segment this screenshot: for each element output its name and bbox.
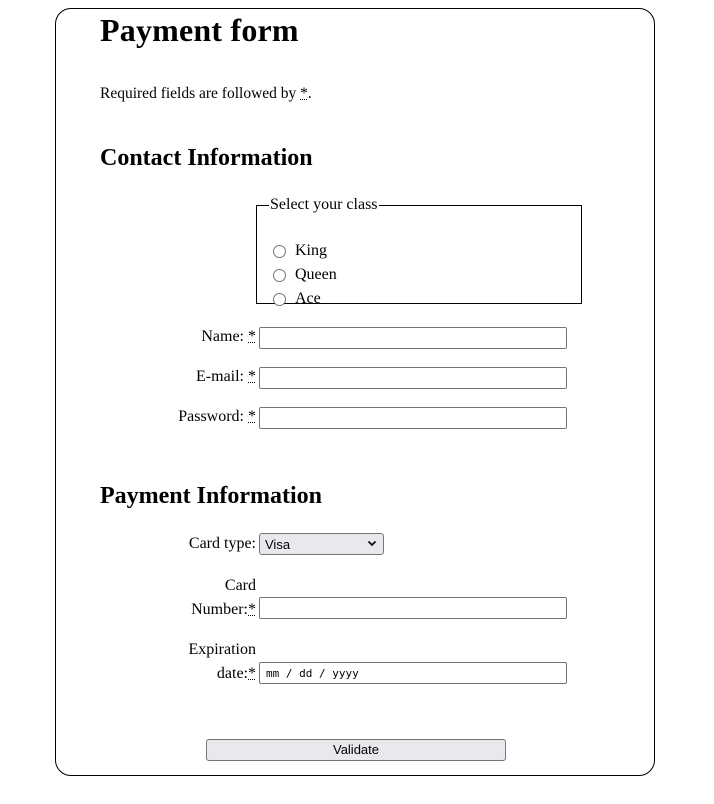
radio-circle-icon[interactable] bbox=[273, 245, 286, 258]
required-marker: * bbox=[300, 85, 308, 102]
required-marker: * bbox=[248, 408, 256, 425]
required-marker: * bbox=[248, 368, 256, 385]
class-legend: Select your class bbox=[270, 196, 378, 213]
radio-circle-icon[interactable] bbox=[273, 293, 286, 306]
card-number-label: Card Number:* bbox=[191, 577, 256, 618]
radio-ace[interactable]: Ace bbox=[273, 290, 321, 308]
password-input[interactable] bbox=[259, 407, 567, 429]
radio-king[interactable]: King bbox=[273, 242, 327, 260]
password-label: Password: * bbox=[178, 408, 256, 425]
name-label: Name: * bbox=[201, 328, 256, 345]
radio-queen[interactable]: Queen bbox=[273, 266, 337, 284]
contact-heading: Contact Information bbox=[100, 145, 313, 171]
card-number-input[interactable] bbox=[259, 597, 567, 619]
required-note: Required fields are followed by *. bbox=[100, 85, 312, 102]
expiration-label: Expiration date:* bbox=[188, 641, 256, 682]
email-label: E-mail: * bbox=[196, 368, 256, 385]
required-marker: * bbox=[248, 328, 256, 345]
card-type-select[interactable]: Visa bbox=[259, 533, 384, 555]
chevron-down-icon bbox=[367, 538, 377, 548]
name-input[interactable] bbox=[259, 327, 567, 349]
validate-button[interactable]: Validate bbox=[206, 739, 506, 761]
email-input[interactable] bbox=[259, 367, 567, 389]
payment-heading: Payment Information bbox=[100, 483, 322, 509]
required-marker: * bbox=[248, 665, 256, 682]
card-type-label: Card type: bbox=[188, 535, 256, 552]
page-title: Payment form bbox=[100, 12, 299, 48]
expiration-date-input[interactable]: mm / dd / yyyy bbox=[259, 662, 567, 684]
radio-circle-icon[interactable] bbox=[273, 269, 286, 282]
required-marker: * bbox=[248, 601, 256, 618]
form-container bbox=[55, 8, 655, 776]
class-fieldset bbox=[256, 196, 582, 307]
